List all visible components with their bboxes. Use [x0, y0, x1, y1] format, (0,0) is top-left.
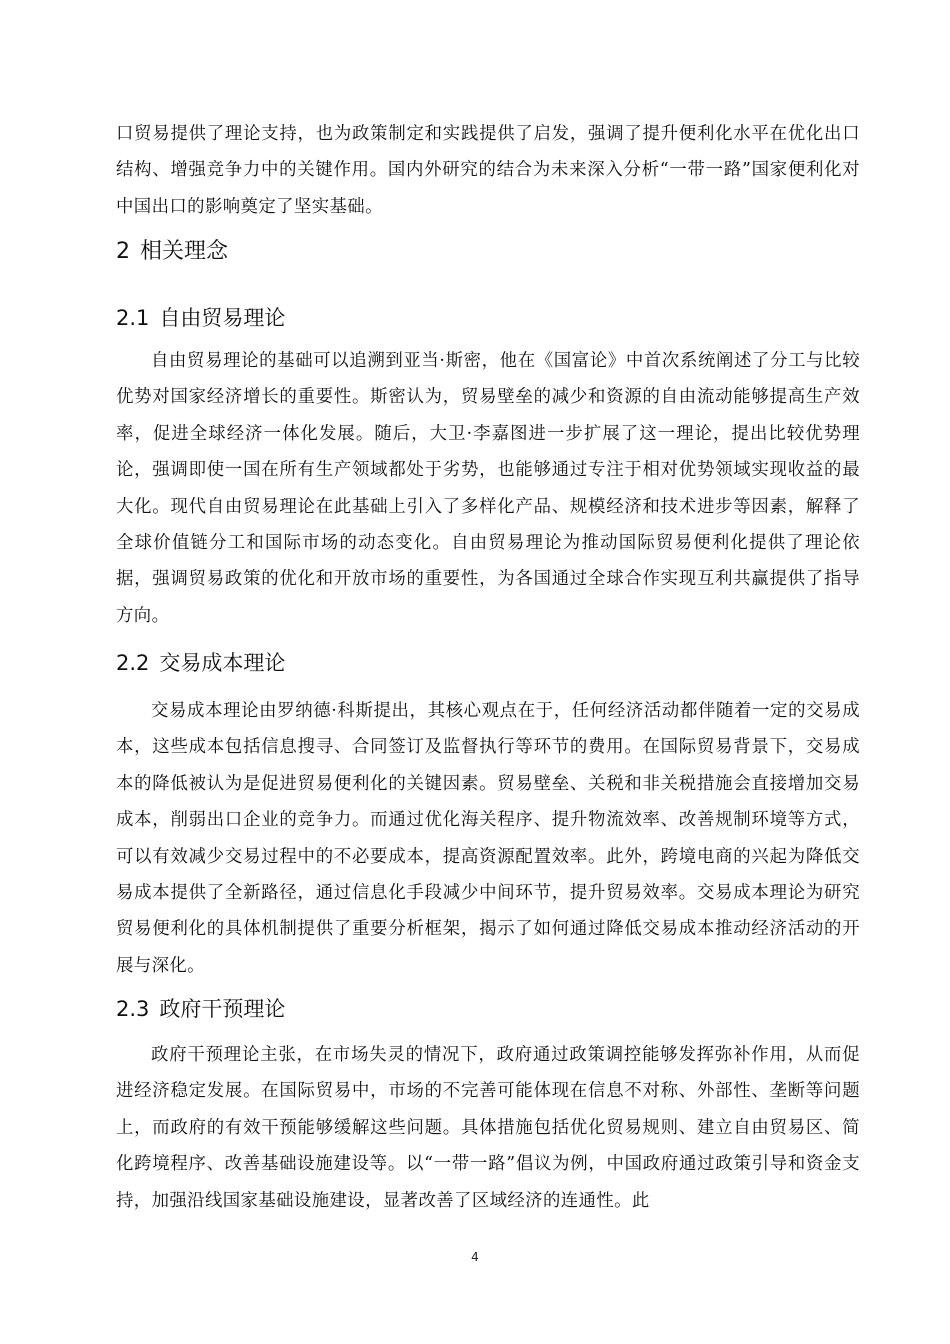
section-2-heading [116, 234, 228, 265]
section-2-number: 2 [116, 239, 130, 264]
section-2-title: 相关理念 [140, 239, 229, 264]
section-2-1-title: 自由贸易理论 [159, 306, 286, 330]
section-2-1-heading [116, 302, 285, 332]
section-2-1-number: 2.1 [116, 306, 150, 330]
intro-paragraph: 口贸易提供了理论支持，也为政策制定和实践提供了启发，强调了提升便利化水平在优化出口结构、增强竞争力中的关键作用。国内外研究的结合为未来深入分析“一带一路”国家便利化对中国出口的影响奠定了坚实基础。 [116, 124, 860, 217]
section-2-3-title: 政府干预理论 [159, 997, 286, 1021]
section-2-2-title: 交易成本理论 [159, 651, 286, 675]
section-2-3-number: 2.3 [116, 997, 150, 1021]
section-2-2-body: 交易成本理论由罗纳德·科斯提出，其核心观点在于，任何经济活动都伴随着一定的交易成本，这些成本包括信息搜寻、合同签订及监督执行等环节的费用。在国际贸易背景下，交易成本的降低被认为是促进贸易便利化的关键因素。贸易壁垒、关税和非关税措施会直接增加交易成本，削弱出口企业的竞争力。而通过优化海关程序、提升物流效率、改善规制环境等方式，可以有效减少交易过程中的不必要成本，提高资源配置效率。此外，跨境电商的兴起为降低交易成本提供了全新路径，通过信息化手段减少中间环节，提升贸易效率。交易成本理论为研究贸易便利化的具体机制提供了重要分析框架，揭示了如何通过降低交易成本推动经济活动的开展与深化。 [116, 701, 860, 976]
section-2-2-number: 2.2 [116, 651, 150, 675]
section-2-2-heading [116, 647, 285, 677]
section-2-3-body: 政府干预理论主张，在市场失灵的情况下，政府通过政策调控能够发挥弥补作用，从而促进经济稳定发展。在国际贸易中，市场的不完善可能体现在信息不对称、外部性、垄断等问题上，而政府的有效干预能够缓解这些问题。具体措施包括优化贸易规则、建立自由贸易区、简化跨境程序、改善基础设施建设等。以“一带一路”倡议为例，中国政府通过政策引导和资金支持，加强沿线国家基础设施建设，显著改善了区域经济的连通性。此 [116, 1045, 860, 1211]
section-2-3-heading [116, 993, 285, 1023]
section-2-1-body: 自由贸易理论的基础可以追溯到亚当·斯密，他在《国富论》中首次系统阐述了分工与比较优势对国家经济增长的重要性。斯密认为，贸易壁垒的减少和资源的自由流动能够提高生产效率，促进全球经济一体化发展。随后，大卫·李嘉图进一步扩展了这一理论，提出比较优势理论，强调即使一国在所有生产领域都处于劣势，也能够通过专注于相对优势领域实现收益的最大化。现代自由贸易理论在此基础上引入了多样化产品、规模经济和技术进步等因素，解释了全球价值链分工和国际市场的动态变化。自由贸易理论为推动国际贸易便利化提供了理论依据，强调贸易政策的优化和开放市场的重要性，为各国通过全球合作实现互利共赢提供了指导方向。 [116, 351, 860, 626]
page-number: 4 [471, 1250, 479, 1264]
